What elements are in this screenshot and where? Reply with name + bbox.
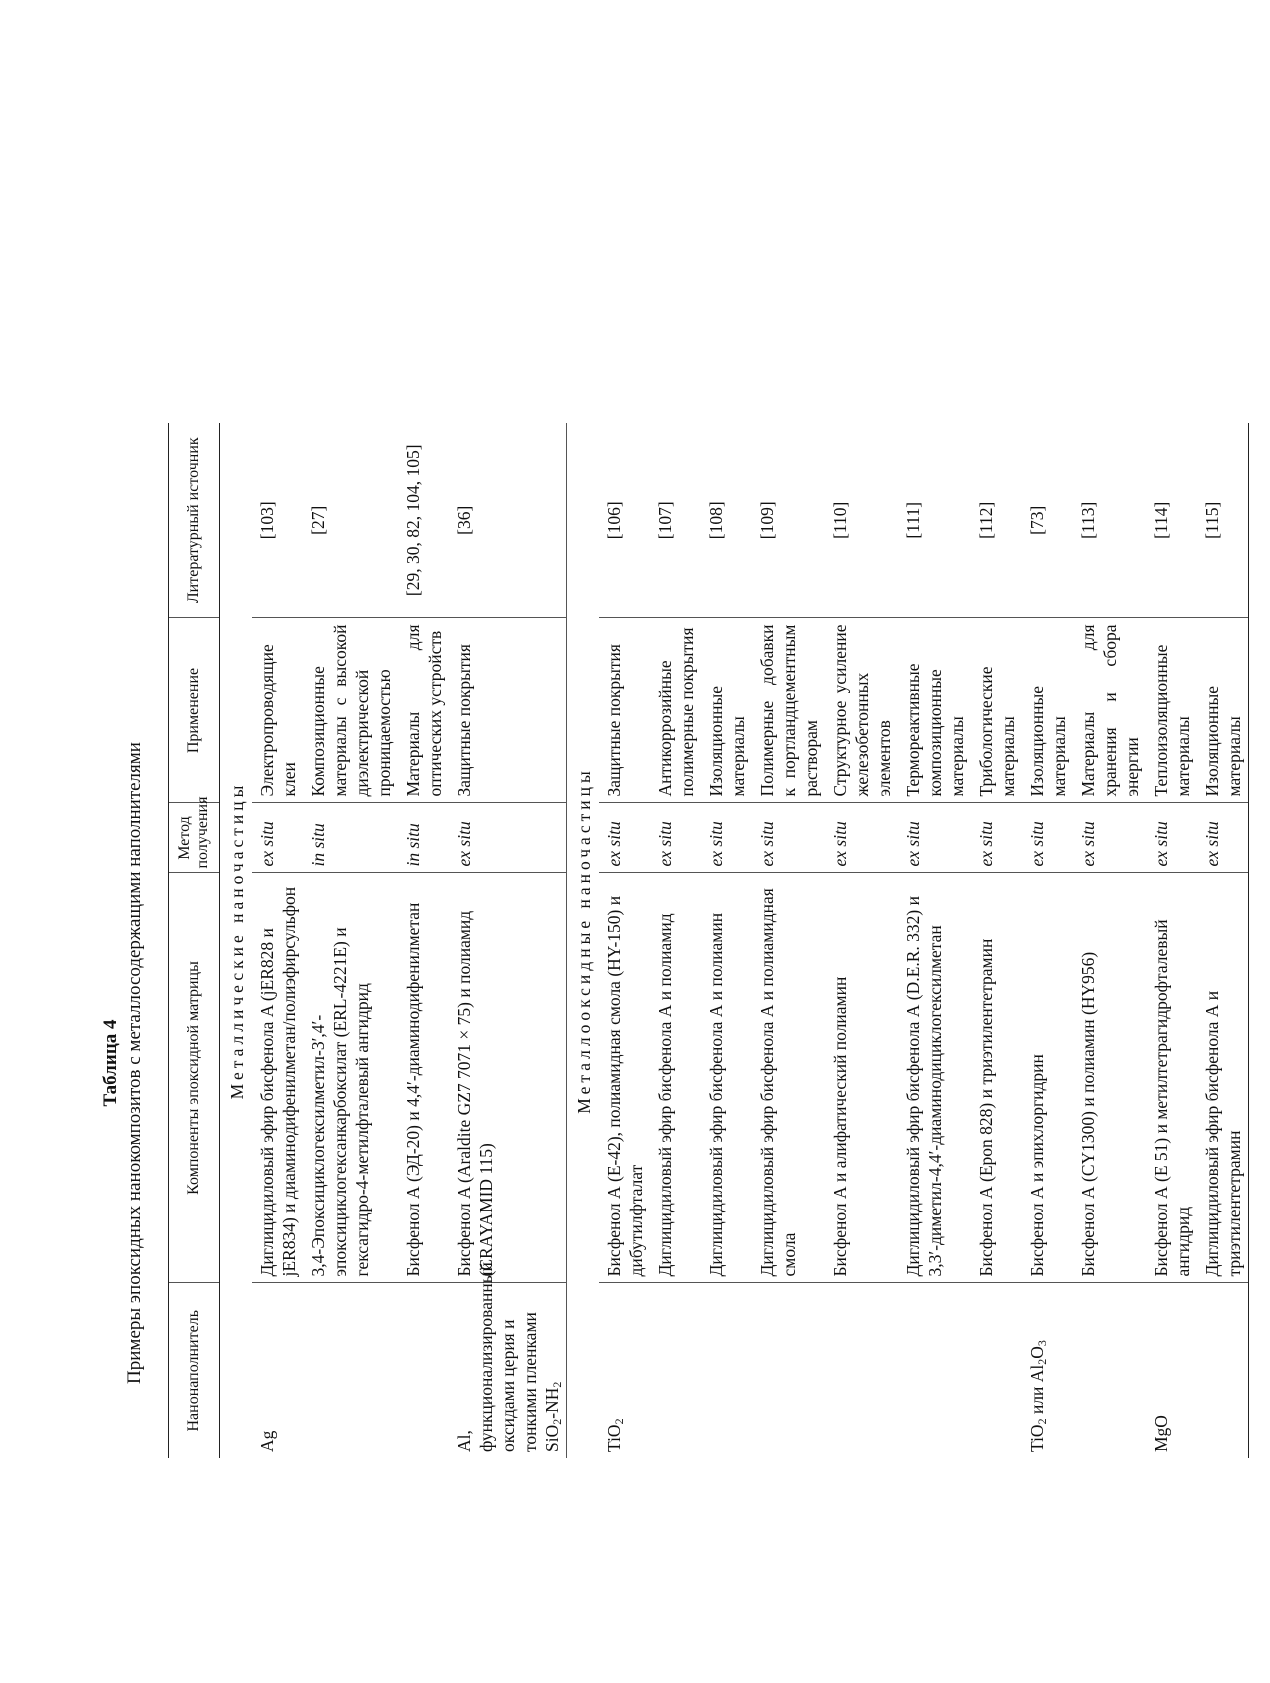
cell-source: [108]: [701, 423, 752, 618]
cell-application: Защитные покрытия: [599, 618, 650, 803]
table-row: [650, 423, 701, 1458]
table-row: [303, 423, 398, 1458]
cell-matrix: Бисфенол А (Е 51) и метилтетрагидрофталевый ангидрид: [1146, 873, 1197, 1283]
subscript: 2: [550, 1418, 564, 1425]
subscript: 2: [612, 1418, 626, 1425]
cell-application: Защитные покрытия: [449, 618, 567, 803]
cell-method: ex situ: [898, 803, 971, 873]
cell-application: Изоляционные материалы: [1197, 618, 1249, 803]
cell-matrix: Бисфенол А (Epon 828) и триэтилентетрамин: [971, 873, 1022, 1283]
cell-source: [27]: [303, 423, 398, 618]
cell-application: Полимерные добавки к портландцементным растворам: [752, 618, 825, 803]
filler-text: TiO: [604, 1424, 624, 1452]
filler-text: O: [1027, 1346, 1047, 1359]
cell-source: [109]: [752, 423, 825, 618]
section-row: [567, 423, 600, 1458]
subscript: 2: [1035, 1418, 1049, 1425]
cell-filler: [1022, 1283, 1073, 1458]
cell-source: [73]: [1022, 423, 1073, 618]
cell-matrix: Диглицидиловый эфир бисфенола А и триэтилентетрамин: [1197, 873, 1249, 1283]
cell-filler: [599, 1283, 650, 1458]
table-body: [220, 423, 1249, 1458]
cell-application: Композиционные материалы с высокой диэлектрической проницаемостью: [303, 618, 398, 803]
cell-method: ex situ: [650, 803, 701, 873]
cell-source: [115]: [1197, 423, 1249, 618]
table-subtitle: Примеры эпоксидных нанокомпозитов с металлосодержащими наполнителями: [124, 742, 145, 1384]
filler-text: MgO: [1151, 1415, 1171, 1452]
cell-matrix: Бисфенол A (Araldite GZ7 7071 × 75) и полиамид (CRAYAMID 115): [449, 873, 567, 1283]
cell-method: ex situ: [599, 803, 650, 873]
cell-matrix: Бисфенол А и эпихлоргидрин: [1022, 873, 1073, 1283]
header-row: [169, 423, 220, 1458]
table-row: [1146, 423, 1197, 1458]
cell-method: ex situ: [449, 803, 567, 873]
table-row: [252, 423, 303, 1458]
cell-application: Теплоизоляционные материалы: [1146, 618, 1197, 803]
cell-method: ex situ: [1146, 803, 1197, 873]
cell-filler: [701, 1283, 752, 1458]
cell-method: ex situ: [1022, 803, 1073, 873]
cell-matrix: 3,4-Эпоксициклогексилметил-3′,4′-эпоксициклогексанкарбоксилат (ERL-4221E) и гексагидро-4-метилфталевый ангидрид: [303, 873, 398, 1283]
cell-matrix: Диглицидиловый эфир бисфенола A (jER828 и jER834) и диаминодифенилметан/полиэфирсульфон: [252, 873, 303, 1283]
header-method: Метод получения: [169, 803, 220, 873]
cell-application: Электропроводящие клеи: [252, 618, 303, 803]
cell-filler: [752, 1283, 825, 1458]
data-table: [168, 423, 1249, 1458]
cell-method: in situ: [303, 803, 398, 873]
cell-filler: [650, 1283, 701, 1458]
cell-method: ex situ: [701, 803, 752, 873]
cell-matrix: Диглицидиловый эфир бисфенола А и полиамид: [650, 873, 701, 1283]
cell-source: [110]: [825, 423, 898, 618]
cell-matrix: Бисфенол А (ЭД-20) и 4,4′-диаминодифенилметан: [398, 873, 449, 1283]
cell-matrix: Бисфенол А (Е-42), полиамидная смола (HY-150) и дибутилфталат: [599, 873, 650, 1283]
table-row: [825, 423, 898, 1458]
cell-source: [111]: [898, 423, 971, 618]
section-row: [220, 423, 253, 1458]
table-row: [1197, 423, 1249, 1458]
cell-filler: [1073, 1283, 1146, 1458]
header-filler: Нанонаполнитель: [169, 1283, 220, 1458]
cell-application: Материалы для хранения и сбора энергии: [1073, 618, 1146, 803]
cell-filler: [303, 1283, 398, 1458]
cell-application: Материалы для оптических устройств: [398, 618, 449, 803]
subscript: 2: [1035, 1358, 1049, 1365]
cell-filler: [1197, 1283, 1249, 1458]
filler-text: TiO: [1027, 1424, 1047, 1452]
filler-text: или Al: [1027, 1364, 1047, 1419]
section-title: Металлооксидные наночастицы: [574, 767, 594, 1114]
cell-method: ex situ: [1073, 803, 1146, 873]
section-title: Металлические наночастицы: [227, 781, 247, 1100]
table-title: Таблица 4: [100, 1019, 121, 1107]
filler-text: -NH: [542, 1387, 562, 1419]
cell-source: [36]: [449, 423, 567, 618]
cell-method: ex situ: [752, 803, 825, 873]
cell-filler: [252, 1283, 303, 1458]
cell-filler: [825, 1283, 898, 1458]
cell-method: in situ: [398, 803, 449, 873]
cell-source: [112]: [971, 423, 1022, 618]
cell-application: Структурное усиление железобетонных элементов: [825, 618, 898, 803]
filler-text: Ag: [257, 1430, 277, 1452]
cell-method: ex situ: [825, 803, 898, 873]
cell-source: [106]: [599, 423, 650, 618]
cell-application: Трибологические материалы: [971, 618, 1022, 803]
cell-matrix: Диглицидиловый эфир бисфенола А и полиамидная смола: [752, 873, 825, 1283]
cell-application: Изоляционные материалы: [701, 618, 752, 803]
filler-text: Al, функционализированный оксидами церия и тонкими пленками SiO: [454, 1262, 562, 1452]
table-row: [898, 423, 971, 1458]
subscript: 3: [1035, 1340, 1049, 1347]
cell-method: ex situ: [971, 803, 1022, 873]
cell-source: [114]: [1146, 423, 1197, 618]
cell-matrix: Диглицидиловый эфир бисфенола А (D.E.R. 332) и 3,3′-диметил-4,4′-диаминодициклогексилметан: [898, 873, 971, 1283]
cell-method: ex situ: [1197, 803, 1249, 873]
table-row: [398, 423, 449, 1458]
header-matrix: Компоненты эпоксидной матрицы: [169, 873, 220, 1283]
table-row: [1022, 423, 1073, 1458]
header-source: Литературный источник: [169, 423, 220, 618]
cell-application: Антикоррозийные полимерные покрытия: [650, 618, 701, 803]
cell-source: [29, 30, 82, 104, 105]: [398, 423, 449, 618]
rotated-page: [0, 437, 1270, 1683]
cell-application: Термореактивные композиционные материалы: [898, 618, 971, 803]
cell-source: [113]: [1073, 423, 1146, 618]
cell-filler: [449, 1262, 567, 1458]
table-row: [752, 423, 825, 1458]
cell-source: [107]: [650, 423, 701, 618]
cell-matrix: Диглицидиловый эфир бисфенола А и полиамин: [701, 873, 752, 1283]
cell-method: ex situ: [252, 803, 303, 873]
cell-filler: [971, 1283, 1022, 1458]
table-row: [971, 423, 1022, 1458]
cell-filler: [1146, 1283, 1197, 1458]
cell-filler: [398, 1283, 449, 1458]
cell-matrix: Бисфенол А (CY1300) и полиамин (HY956): [1073, 873, 1146, 1283]
cell-application: Изоляционные материалы: [1022, 618, 1073, 803]
cell-source: [103]: [252, 423, 303, 618]
header-application: Применение: [169, 618, 220, 803]
table-row: [599, 423, 650, 1458]
table-row: [701, 423, 752, 1458]
cell-matrix: Бисфенол А и алифатический полиамин: [825, 873, 898, 1283]
cell-filler: [898, 1283, 971, 1458]
table-row: [449, 423, 567, 1458]
table-row: [1073, 423, 1146, 1458]
subscript: 2: [550, 1381, 564, 1388]
